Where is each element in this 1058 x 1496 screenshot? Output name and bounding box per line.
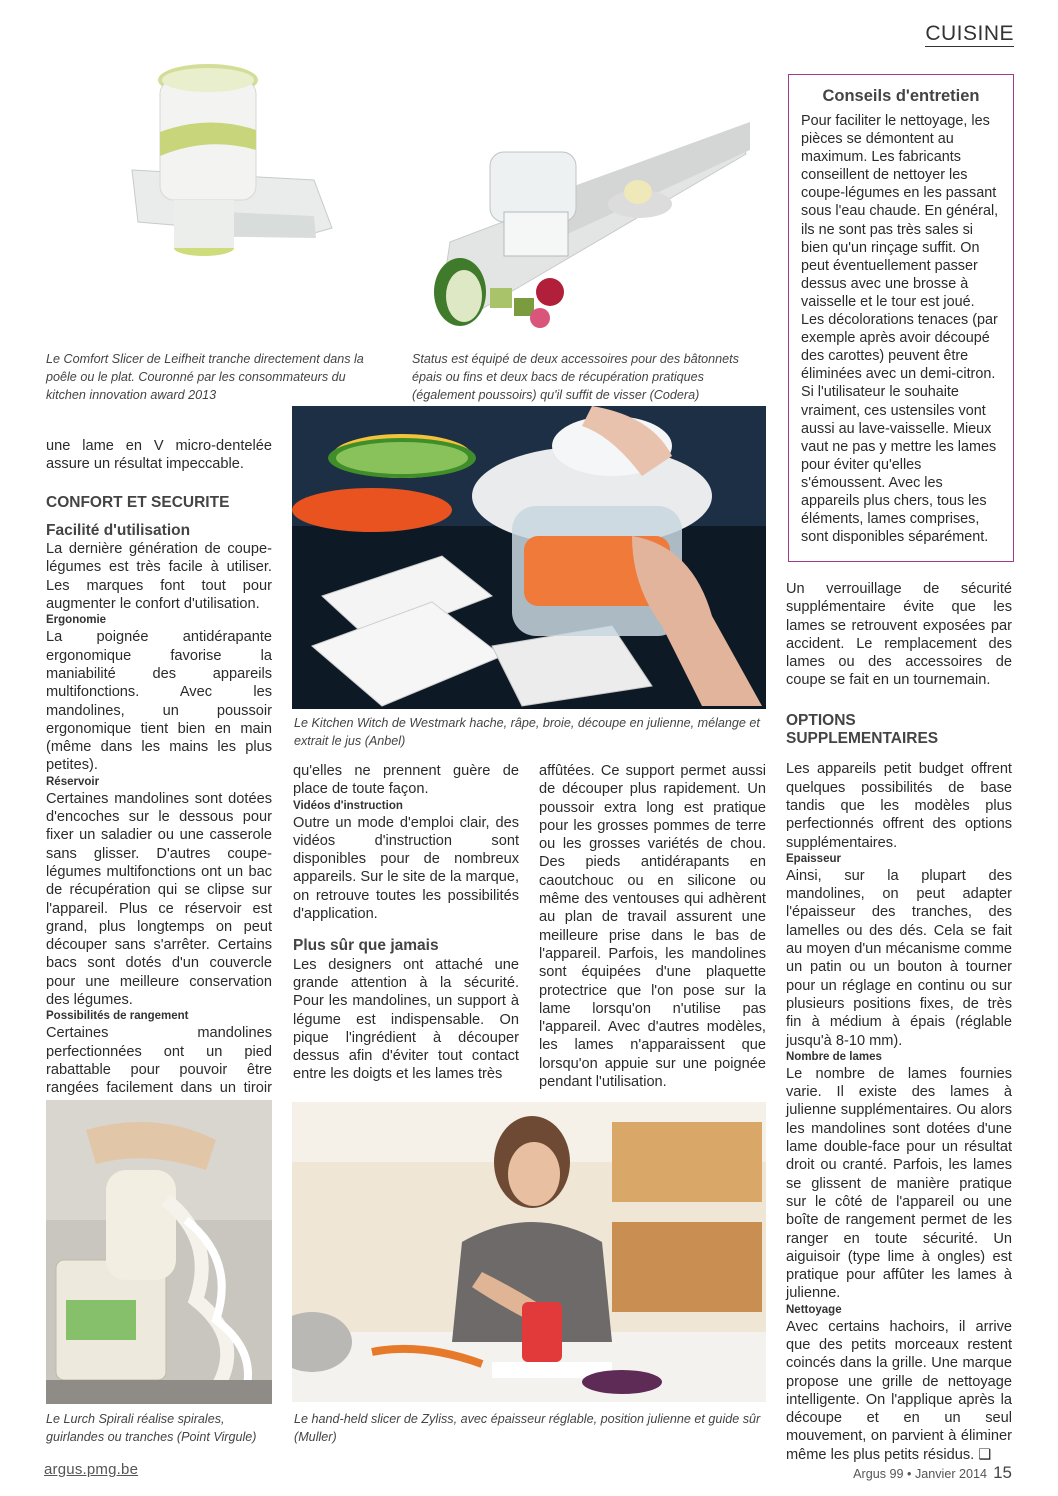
westmark-kitchen-witch-image <box>292 406 766 709</box>
col1-intro: une lame en V micro-dentelée assure un résultat impeccable. <box>46 438 272 473</box>
caption-leifheit: Le Comfort Slicer de Leifheit tranche directement dans la poêle ou le plat. Couronné par les consommateurs du kitchen innovation award 2013 <box>46 352 364 402</box>
subheading-videos: Vidéos d'instruction <box>293 799 403 812</box>
subheading-reservoir: Réservoir <box>46 775 100 788</box>
col1-paragraph-2: La poignée antidérapante ergonomique favorise la maniabilité des appareils multifonctions. Avec les mandolines, un poussoir ergonomique tient bien en main (même dans les mains les plus petites). <box>46 629 272 774</box>
col3-paragraph-1: affûtées. Ce support permet aussi de découper plus rapidement. Un poussoir extra long est pratique pour les grosses pommes de terre ou les grosses variétés de chou. Des pieds antidérapants en caoutchouc ou en silicone ou même des ventouses qui adhèrent au plan de travail assurent une meilleure prise dans le bas de l'appareil. Parfois, les mandolines sont équipées d'une plaquette protectrice que l'on pose sur la lame lorsqu'on n'utilise pas l'appareil. Avec d'autres modèles, les lames n'apparaissent que lorsqu'on appuie sur une poignée pendant l'utilisation. <box>539 763 766 1091</box>
col4-paragraph-2: Les appareils petit budget offrent quelques possibilités de base tandis que les modèles plus perfectionnés offrent des options supplémentaires. <box>786 761 1012 851</box>
conseils-entretien-box <box>788 74 1014 562</box>
col2-paragraph-1: qu'elles ne prennent guère de place de toute façon. <box>293 763 519 798</box>
col4-paragraph-3: Ainsi, sur la plupart des mandolines, on peut adapter l'épaisseur des tranches, des lamelles ou des dés. Cela se fait au moyen d'un mécanisme comme un patin ou un bouton à tourner pour un réglage en continu ou sur plusieurs positions fixes, de très fin à médium à épais (réglable jusqu'à 8-10 mm). <box>786 867 1012 1049</box>
col4-paragraph-5: Avec certains hachoirs, il arrive que des petits morceaux restent coincés dans la grille. Une marque propose une grille de nettoyage intelligente. On l'applique après la découpe et en un seul mouvement, on parvient à éliminer même les plus petits résidus. ❑ <box>786 1318 1012 1463</box>
col2-paragraph-3: Les designers ont attaché une grande attention à la sécurité. Pour les mandolines, un support à légume est indispensable. On pique l'ingrédient à découper dessus afin d'éviter tout contact entre les doigts et les lames très <box>293 956 519 1083</box>
col4-paragraph-4: Le nombre de lames fournies varie. Il existe des lames à julienne supplémentaires. Ou alors les mandolines sont dotées d'une lame double-face pour un résultat droit ou cranté. Parfois, les lames se glissent de manière pratique sur le côté de l'appareil ou une boîte de rangement permet de les ranger en toute sécurité. Un aiguisoir (type lime à ongles) est pratique pour affûter les lames à julienne. <box>786 1065 1012 1302</box>
heading-confort-securite: CONFORT ET SECURITE <box>46 493 230 511</box>
col1-paragraph-4: Certaines mandolines perfectionnées ont un pied rabattable pour pouvoir être rangées facilement dans un tiroir <box>46 1025 272 1097</box>
lurch-spirali-image <box>46 1100 272 1404</box>
col1-paragraph-3: Certaines mandolines sont dotées d'encoches sur le dessous pour fixer un saladier ou une casserole sans glisser. D'autres coupe-légumes multifonctions ont un bac de récupération qui se clipse sur l'appareil. Plus ce réservoir est grand, plus longtemps on peut découper sans s'arrêter. Certains bacs sont dotés d'un couvercle pour une meilleure conservation des légumes. <box>46 790 272 1009</box>
subheading-facilite: Facilité d'utilisation <box>46 521 191 539</box>
column-4 <box>786 580 1012 1464</box>
col1-paragraph-1: La dernière génération de coupe-légumes est très facile à utiliser. Les marques font tout pour augmenter le confort d'utilisation. <box>46 541 272 613</box>
column-3 <box>539 762 766 1091</box>
heading-options-supplementaires: OPTIONS SUPPLEMENTAIRES <box>786 711 939 748</box>
section-title: CUISINE <box>925 22 1014 47</box>
subheading-plus-sur: Plus sûr que jamais <box>293 937 439 955</box>
box-text: Pour faciliter le nettoyage, les pièces se démontent au maximum. Les fabricants conseillent de nettoyer les coupe-légumes en les passant sous l'eau chaude. En général, ils ne sont pas très sales si bien qu'un rinçage suffit. On peut éventuellement passer dessus avec une brosse à vaisselle et le tour est joué. Les décolorations tenaces (par exemple après avoir découpé des carottes) peuvent être éliminées avec un demi-citron. Si l'utilisateur le souhaite vraiment, ces ustensiles vont aussi au lave-vaisselle. Mieux vaut ne pas y mettre les lames pour éviter qu'elles s'émoussent. Avec les appareils plus chers, tous les éléments, lames comprises, sont disponibles séparément. <box>801 113 999 546</box>
footer-website[interactable]: argus.pmg.be <box>44 1461 139 1478</box>
leifheit-slicer-image <box>118 60 350 272</box>
column-2 <box>293 762 519 1084</box>
col4-paragraph-1: Un verrouillage de sécurité supplémentaire évite que les lames se retrouvent exposées par accident. Le remplacement des lames ou des accessoires de coupe se fait en un tournemain. <box>786 581 1012 689</box>
subheading-ergonomie: Ergonomie <box>46 614 107 627</box>
subheading-rangement: Possibilités de rangement <box>46 1010 189 1023</box>
zyliss-slicer-image <box>292 1102 766 1402</box>
footer-issue <box>853 1463 1012 1483</box>
box-title: Conseils d'entretien <box>822 87 980 105</box>
status-mandoline-image <box>420 92 750 340</box>
column-1 <box>46 437 272 1134</box>
page-number: 15 <box>993 1463 1012 1482</box>
caption-lurch: Le Lurch Spirali réalise spirales, guirlandes ou tranches (Point Virgule) <box>46 1412 257 1444</box>
subheading-nombre-lames: Nombre de lames <box>786 1050 882 1063</box>
col2-paragraph-2: Outre un mode d'emploi clair, des vidéos d'instruction sont disponibles pour de nombreux appareils. Sur le site de la marque, on retrouve toutes les possibilités d'application. <box>293 814 519 923</box>
caption-status: Status est équipé de deux accessoires pour des bâtonnets épais ou fins et deux bacs de récupération pratiques (également poussoirs) qu'il suffit de visser (Codera) <box>412 352 739 402</box>
subheading-epaisseur: Epaisseur <box>786 852 841 865</box>
caption-westmark: Le Kitchen Witch de Westmark hache, râpe, broie, découpe en julienne, mélange et extrait le jus (Anbel) <box>294 716 760 748</box>
caption-zyliss: Le hand-held slicer de Zyliss, avec épaisseur réglable, position julienne et guide sûr (Muller) <box>294 1412 761 1444</box>
footer-issue-text: Argus 99 • Janvier 2014 <box>853 1467 988 1481</box>
subheading-nettoyage: Nettoyage <box>786 1303 842 1316</box>
